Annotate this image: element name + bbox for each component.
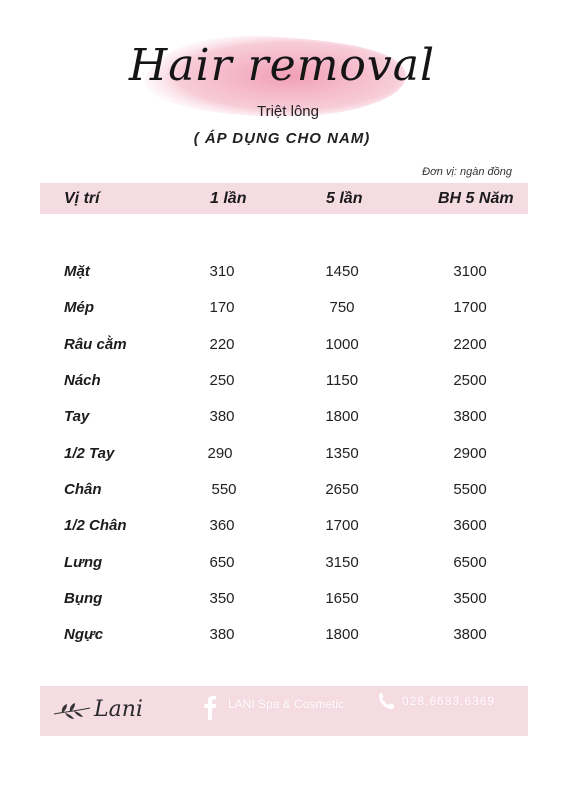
brand-logo-text: Lani xyxy=(94,697,143,722)
unit-note: Đơn vị: ngàn đồng xyxy=(422,166,512,178)
price-5-sessions: 1150 xyxy=(325,372,359,389)
phone-number[interactable]: 028.6683.6369 xyxy=(402,694,496,708)
price-5-year-warranty: 2900 xyxy=(453,445,487,462)
row-position: Bụng xyxy=(64,590,103,607)
price-1-session: 350 xyxy=(209,590,235,607)
price-1-session: 650 xyxy=(209,554,235,571)
price-5-sessions: 3150 xyxy=(325,554,359,571)
price-5-sessions: 1350 xyxy=(325,445,359,462)
price-5-year-warranty: 5500 xyxy=(453,481,487,498)
table-row xyxy=(0,590,564,614)
leaf-icon xyxy=(52,702,92,722)
price-1-session: 380 xyxy=(209,626,235,643)
price-1-session: 290 xyxy=(207,445,233,462)
column-header-1-session: 1 lần xyxy=(210,190,247,207)
price-1-session: 310 xyxy=(209,263,235,280)
row-position: 1/2 Tay xyxy=(64,445,115,462)
table-row xyxy=(0,372,564,396)
table-row xyxy=(0,336,564,360)
row-position: Chân xyxy=(64,481,102,498)
table-row xyxy=(0,263,564,287)
price-5-sessions: 2650 xyxy=(325,481,359,498)
table-row xyxy=(0,408,564,432)
price-5-sessions: 750 xyxy=(329,299,355,316)
page-subtitle: Triệt lông xyxy=(257,103,319,120)
row-position: Râu cằm xyxy=(64,336,127,353)
price-5-year-warranty: 2200 xyxy=(453,336,487,353)
price-5-year-warranty: 3600 xyxy=(453,517,487,534)
price-1-session: 550 xyxy=(211,481,237,498)
facebook-icon[interactable] xyxy=(202,694,218,720)
price-5-year-warranty: 2500 xyxy=(453,372,487,389)
table-row xyxy=(0,517,564,541)
table-row xyxy=(0,481,564,505)
price-5-sessions: 1800 xyxy=(325,626,359,643)
phone-icon[interactable] xyxy=(378,692,394,710)
price-5-year-warranty: 3800 xyxy=(453,626,487,643)
table-row xyxy=(0,445,564,469)
gender-note: ( ÁP DỤNG CHO NAM) xyxy=(193,130,371,147)
price-5-year-warranty: 3800 xyxy=(453,408,487,425)
table-row xyxy=(0,554,564,578)
price-1-session: 170 xyxy=(209,299,235,316)
row-position: Mặt xyxy=(64,263,90,280)
row-position: 1/2 Chân xyxy=(64,517,127,534)
header xyxy=(0,0,564,160)
table-row xyxy=(0,299,564,323)
price-5-year-warranty: 3500 xyxy=(453,590,487,607)
price-5-year-warranty: 6500 xyxy=(453,554,487,571)
column-header-position: Vị trí xyxy=(64,190,100,207)
facebook-page-link[interactable]: LANI Spa & Cosmetic xyxy=(228,697,345,711)
price-1-session: 250 xyxy=(209,372,235,389)
price-5-sessions: 1700 xyxy=(325,517,359,534)
column-header-5-year-warranty: BH 5 Năm xyxy=(438,190,514,207)
row-position: Tay xyxy=(64,408,90,425)
price-5-year-warranty: 1700 xyxy=(453,299,487,316)
row-position: Mép xyxy=(64,299,94,316)
price-1-session: 220 xyxy=(209,336,235,353)
column-header-5-sessions: 5 lần xyxy=(326,190,363,207)
price-5-sessions: 1000 xyxy=(325,336,359,353)
row-position: Nách xyxy=(64,372,101,389)
price-5-year-warranty: 3100 xyxy=(453,263,487,280)
footer-bar xyxy=(40,686,528,736)
page-title: Hair removal xyxy=(128,40,436,91)
row-position: Ngực xyxy=(64,626,104,643)
price-1-session: 380 xyxy=(209,408,235,425)
price-5-sessions: 1650 xyxy=(325,590,359,607)
price-5-sessions: 1800 xyxy=(325,408,359,425)
row-position: Lưng xyxy=(64,554,103,571)
price-5-sessions: 1450 xyxy=(325,263,359,280)
table-row xyxy=(0,626,564,650)
price-1-session: 360 xyxy=(209,517,235,534)
